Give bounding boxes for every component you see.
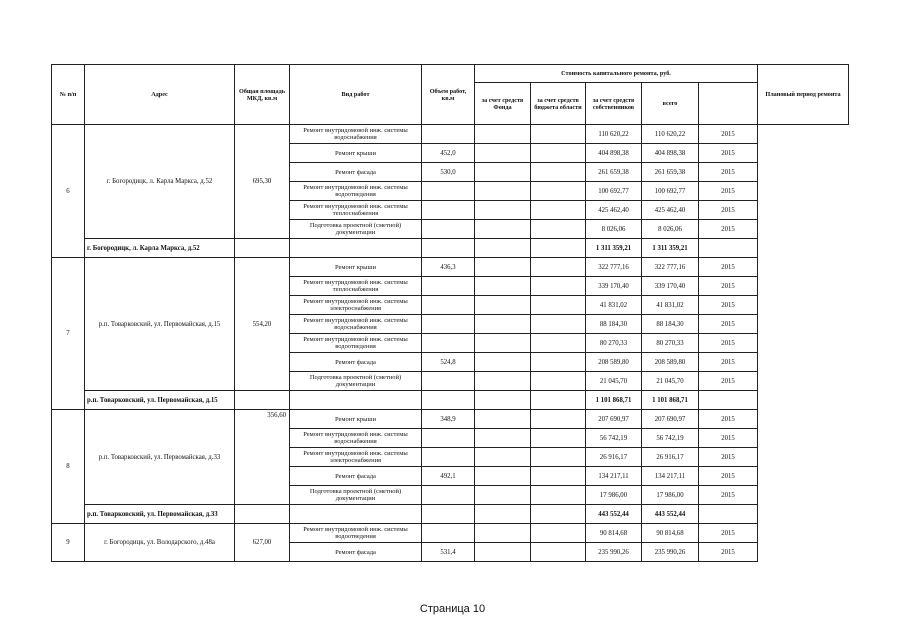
subtotal-work xyxy=(290,239,422,258)
owners-cost-cell: 8 026,06 xyxy=(586,220,642,239)
row-number: 6 xyxy=(52,125,85,258)
table-body xyxy=(52,65,849,562)
work-type-cell: Ремонт фасада xyxy=(290,543,422,562)
fund-cell xyxy=(475,125,531,144)
work-type-cell: Ремонт внутридомовой инж. системы электроснабжения xyxy=(290,448,422,467)
subtotal-region xyxy=(531,239,586,258)
work-type-cell: Ремонт внутридомовой инж. системы водоотведения xyxy=(290,524,422,543)
subtotal-total: 1 101 868,71 xyxy=(642,391,699,410)
volume-cell: 436,3 xyxy=(422,258,475,277)
fund-cell xyxy=(475,220,531,239)
region-budget-cell xyxy=(531,144,586,163)
period-cell: 2015 xyxy=(699,543,758,562)
region-budget-cell xyxy=(531,315,586,334)
total-cost-cell: 90 814,68 xyxy=(642,524,699,543)
header-total: всего xyxy=(642,83,699,125)
total-cost-cell: 17 986,00 xyxy=(642,486,699,505)
subtotal-work xyxy=(290,391,422,410)
total-cost-cell: 235 990,26 xyxy=(642,543,699,562)
subtotal-region xyxy=(531,391,586,410)
region-budget-cell xyxy=(531,353,586,372)
address-cell: р.п. Товарковский, ул. Первомайская, д.33 xyxy=(85,410,235,505)
fund-cell xyxy=(475,448,531,467)
total-cost-cell: 80 270,33 xyxy=(642,334,699,353)
region-budget-cell xyxy=(531,334,586,353)
fund-cell xyxy=(475,315,531,334)
row-number: 7 xyxy=(52,258,85,410)
region-budget-cell xyxy=(531,410,586,429)
volume-cell xyxy=(422,334,475,353)
owners-cost-cell: 235 990,26 xyxy=(586,543,642,562)
fund-cell xyxy=(475,334,531,353)
region-budget-cell xyxy=(531,448,586,467)
owners-cost-cell: 88 184,30 xyxy=(586,315,642,334)
header-num: № п/п xyxy=(52,65,85,125)
header-region: за счет средств бюджета области xyxy=(531,83,586,125)
volume-cell: 524,8 xyxy=(422,353,475,372)
volume-cell xyxy=(422,296,475,315)
total-cost-cell: 425 462,40 xyxy=(642,201,699,220)
period-cell: 2015 xyxy=(699,467,758,486)
work-type-cell: Ремонт крыши xyxy=(290,144,422,163)
subtotal-period xyxy=(699,239,758,258)
total-cost-cell: 134 217,11 xyxy=(642,467,699,486)
owners-cost-cell: 100 692,77 xyxy=(586,182,642,201)
total-cost-cell: 56 742,19 xyxy=(642,429,699,448)
region-budget-cell xyxy=(531,277,586,296)
period-cell: 2015 xyxy=(699,201,758,220)
fund-cell xyxy=(475,277,531,296)
volume-cell xyxy=(422,125,475,144)
total-cost-cell: 208 589,80 xyxy=(642,353,699,372)
fund-cell xyxy=(475,372,531,391)
region-budget-cell xyxy=(531,486,586,505)
total-cost-cell: 8 026,06 xyxy=(642,220,699,239)
work-type-cell: Подготовка проектной (сметной) документации xyxy=(290,372,422,391)
subtotal-own: 443 552,44 xyxy=(586,505,642,524)
total-cost-cell: 261 659,38 xyxy=(642,163,699,182)
fund-cell xyxy=(475,353,531,372)
total-cost-cell: 322 777,16 xyxy=(642,258,699,277)
fund-cell xyxy=(475,182,531,201)
subtotal-period xyxy=(699,391,758,410)
owners-cost-cell: 339 170,40 xyxy=(586,277,642,296)
row-number: 8 xyxy=(52,410,85,524)
work-type-cell: Ремонт внутридомовой инж. системы водоснабжения xyxy=(290,315,422,334)
volume-cell xyxy=(422,220,475,239)
total-cost-cell: 110 620,22 xyxy=(642,125,699,144)
owners-cost-cell: 90 814,68 xyxy=(586,524,642,543)
subtotal-label: р.п. Товарковский, ул. Первомайская, д.33 xyxy=(85,505,235,524)
volume-cell: 492,1 xyxy=(422,467,475,486)
subtotal-region xyxy=(531,505,586,524)
subtotal-area xyxy=(235,505,290,524)
total-cost-cell: 88 184,30 xyxy=(642,315,699,334)
row-number: 9 xyxy=(52,524,85,562)
region-budget-cell xyxy=(531,163,586,182)
owners-cost-cell: 425 462,40 xyxy=(586,201,642,220)
work-type-cell: Ремонт внутридомовой инж. системы водоотведения xyxy=(290,334,422,353)
region-budget-cell xyxy=(531,258,586,277)
region-budget-cell xyxy=(531,429,586,448)
address-cell: г. Богородицк, ул. Володарского, д.48а xyxy=(85,524,235,562)
region-budget-cell xyxy=(531,125,586,144)
volume-cell: 530,0 xyxy=(422,163,475,182)
subtotal-volume xyxy=(422,391,475,410)
total-cost-cell: 21 045,70 xyxy=(642,372,699,391)
period-cell: 2015 xyxy=(699,220,758,239)
period-cell: 2015 xyxy=(699,524,758,543)
work-type-cell: Подготовка проектной (сметной) документации xyxy=(290,486,422,505)
subtotal-row xyxy=(52,239,849,258)
owners-cost-cell: 207 690,97 xyxy=(586,410,642,429)
work-type-cell: Ремонт внутридомовой инж. системы водоснабжения xyxy=(290,429,422,448)
subtotal-work xyxy=(290,505,422,524)
period-cell: 2015 xyxy=(699,353,758,372)
volume-cell xyxy=(422,277,475,296)
volume-cell xyxy=(422,372,475,391)
region-budget-cell xyxy=(531,182,586,201)
table-row xyxy=(52,524,849,543)
owners-cost-cell: 26 916,17 xyxy=(586,448,642,467)
area-cell: 695,30 xyxy=(235,125,290,239)
area-cell: 627,00 xyxy=(235,524,290,562)
address-cell: г. Богородицк, л. Карла Маркса, д.52 xyxy=(85,125,235,239)
subtotal-area xyxy=(235,391,290,410)
region-budget-cell xyxy=(531,467,586,486)
capital-repair-table xyxy=(51,64,849,562)
work-type-cell: Ремонт внутридомовой инж. системы теплоснабжения xyxy=(290,277,422,296)
owners-cost-cell: 21 045,70 xyxy=(586,372,642,391)
total-cost-cell: 339 170,40 xyxy=(642,277,699,296)
volume-cell xyxy=(422,315,475,334)
owners-cost-cell: 41 831,02 xyxy=(586,296,642,315)
fund-cell xyxy=(475,296,531,315)
period-cell: 2015 xyxy=(699,144,758,163)
volume-cell xyxy=(422,429,475,448)
owners-cost-cell: 110 620,22 xyxy=(586,125,642,144)
volume-cell xyxy=(422,448,475,467)
period-cell: 2015 xyxy=(699,296,758,315)
subtotal-volume xyxy=(422,239,475,258)
subtotal-fund xyxy=(475,505,531,524)
table-row xyxy=(52,410,849,429)
volume-cell: 531,4 xyxy=(422,543,475,562)
subtotal-period xyxy=(699,505,758,524)
work-type-cell: Ремонт фасада xyxy=(290,353,422,372)
volume-cell: 348,9 xyxy=(422,410,475,429)
period-cell: 2015 xyxy=(699,410,758,429)
fund-cell xyxy=(475,163,531,182)
total-cost-cell: 207 690,97 xyxy=(642,410,699,429)
total-cost-cell: 100 692,77 xyxy=(642,182,699,201)
subtotal-fund xyxy=(475,391,531,410)
owners-cost-cell: 261 659,38 xyxy=(586,163,642,182)
period-cell: 2015 xyxy=(699,182,758,201)
subtotal-total: 443 552,44 xyxy=(642,505,699,524)
header-row xyxy=(52,65,849,83)
owners-cost-cell: 134 217,11 xyxy=(586,467,642,486)
header-area: Общая площадь МКД, кв.м xyxy=(235,65,290,125)
subtotal-label: г. Богородицк, л. Карла Маркса, д.52 xyxy=(85,239,235,258)
total-cost-cell: 41 831,02 xyxy=(642,296,699,315)
work-type-cell: Ремонт внутридомовой инж. системы электроснабжения xyxy=(290,296,422,315)
region-budget-cell xyxy=(531,296,586,315)
period-cell: 2015 xyxy=(699,372,758,391)
header-own: за счет средств собственников xyxy=(586,83,642,125)
header-work: Вид работ xyxy=(290,65,422,125)
period-cell: 2015 xyxy=(699,277,758,296)
table-row xyxy=(52,258,849,277)
period-cell: 2015 xyxy=(699,334,758,353)
owners-cost-cell: 80 270,33 xyxy=(586,334,642,353)
region-budget-cell xyxy=(531,543,586,562)
owners-cost-cell: 208 589,80 xyxy=(586,353,642,372)
fund-cell xyxy=(475,410,531,429)
subtotal-area xyxy=(235,239,290,258)
period-cell: 2015 xyxy=(699,258,758,277)
region-budget-cell xyxy=(531,372,586,391)
owners-cost-cell: 322 777,16 xyxy=(586,258,642,277)
total-cost-cell: 26 916,17 xyxy=(642,448,699,467)
work-type-cell: Подготовка проектной (сметной) документации xyxy=(290,220,422,239)
period-cell: 2015 xyxy=(699,125,758,144)
header-fund: за счет средств Фонда xyxy=(475,83,531,125)
owners-cost-cell: 404 898,38 xyxy=(586,144,642,163)
page-footer: Страница 10 xyxy=(419,603,486,615)
work-type-cell: Ремонт внутридомовой инж. системы теплоснабжения xyxy=(290,201,422,220)
subtotal-own: 1 311 359,21 xyxy=(586,239,642,258)
fund-cell xyxy=(475,467,531,486)
fund-cell xyxy=(475,486,531,505)
fund-cell xyxy=(475,144,531,163)
address-cell: р.п. Товарковский, ул. Первомайская, д.15 xyxy=(85,258,235,391)
period-cell: 2015 xyxy=(699,163,758,182)
period-cell: 2015 xyxy=(699,315,758,334)
region-budget-cell xyxy=(531,201,586,220)
work-type-cell: Ремонт крыши xyxy=(290,410,422,429)
region-budget-cell xyxy=(531,524,586,543)
work-type-cell: Ремонт крыши xyxy=(290,258,422,277)
subtotal-row xyxy=(52,391,849,410)
header-period: Плановый период ремонта xyxy=(758,65,849,125)
volume-cell xyxy=(422,524,475,543)
fund-cell xyxy=(475,524,531,543)
subtotal-fund xyxy=(475,239,531,258)
volume-cell xyxy=(422,182,475,201)
area-cell: 356,60 xyxy=(235,410,290,505)
work-type-cell: Ремонт фасада xyxy=(290,467,422,486)
table-row xyxy=(52,125,849,144)
total-cost-cell: 404 898,38 xyxy=(642,144,699,163)
subtotal-total: 1 311 359,21 xyxy=(642,239,699,258)
period-cell: 2015 xyxy=(699,486,758,505)
period-cell: 2015 xyxy=(699,448,758,467)
volume-cell: 452,0 xyxy=(422,144,475,163)
owners-cost-cell: 17 986,00 xyxy=(586,486,642,505)
header-address: Адрес xyxy=(85,65,235,125)
header-cost-group: Стоимость капитального ремонта, руб. xyxy=(475,65,758,83)
work-type-cell: Ремонт фасада xyxy=(290,163,422,182)
work-type-cell: Ремонт внутридомовой инж. системы водоснабжения xyxy=(290,125,422,144)
subtotal-volume xyxy=(422,505,475,524)
volume-cell xyxy=(422,486,475,505)
subtotal-own: 1 101 868,71 xyxy=(586,391,642,410)
subtotal-row xyxy=(52,505,849,524)
fund-cell xyxy=(475,201,531,220)
fund-cell xyxy=(475,258,531,277)
period-cell: 2015 xyxy=(699,429,758,448)
work-type-cell: Ремонт внутридомовой инж. системы водоотведения xyxy=(290,182,422,201)
fund-cell xyxy=(475,543,531,562)
region-budget-cell xyxy=(531,220,586,239)
area-cell: 554,20 xyxy=(235,258,290,391)
header-volume: Объем работ, кв.м xyxy=(422,65,475,125)
fund-cell xyxy=(475,429,531,448)
subtotal-label: р.п. Товарковский, ул. Первомайская, д.15 xyxy=(85,391,235,410)
volume-cell xyxy=(422,201,475,220)
owners-cost-cell: 56 742,19 xyxy=(586,429,642,448)
